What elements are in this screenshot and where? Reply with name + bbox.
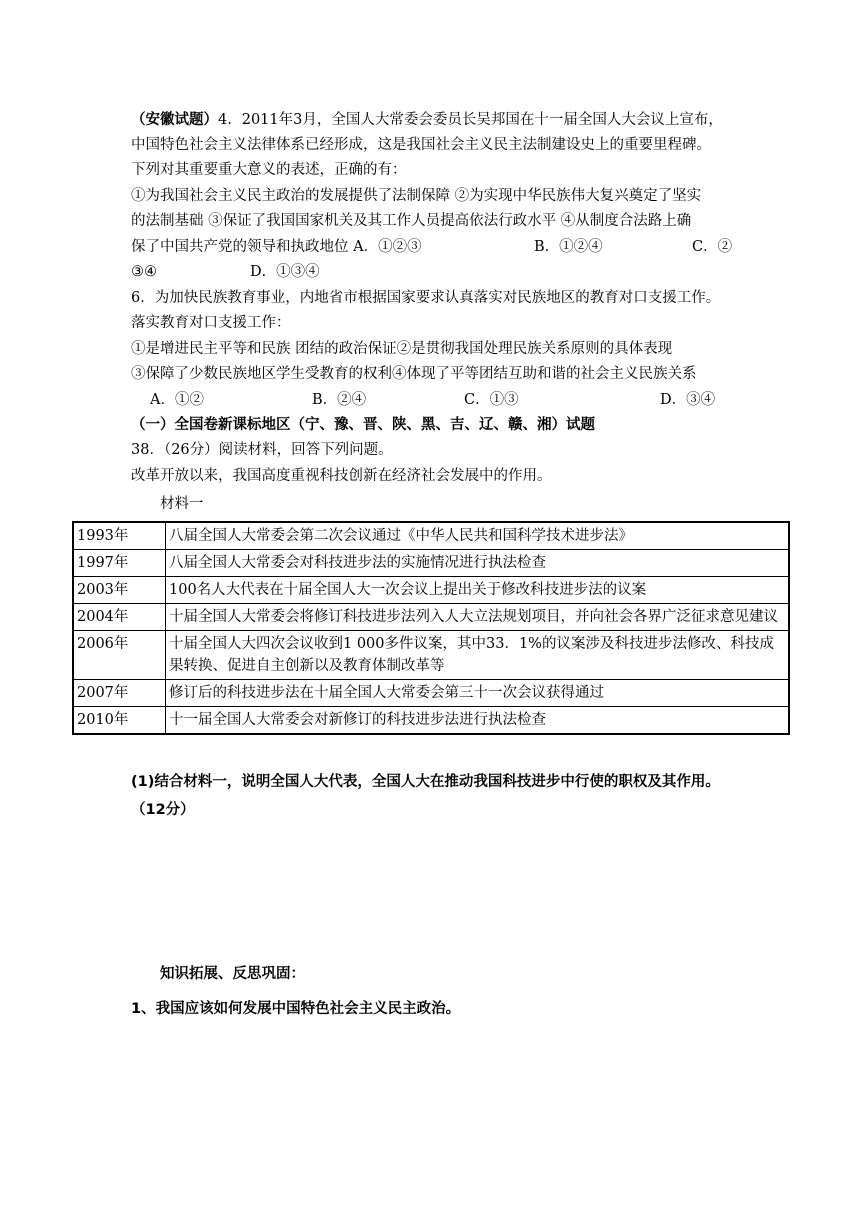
table-cell-year: 2004年 — [73, 604, 166, 631]
q6-line-1: 6．为加快民族教育事业，内地省市根据国家要求认真落实对民族地区的教育对口支援工作。 — [131, 290, 721, 306]
q4-option-c: C．② — [692, 239, 733, 255]
table-cell-year: 1997年 — [73, 550, 166, 577]
q4-line-1-text: 4．2011年3月，全国人大常委会委员长吴邦国在十一届全国人大会议上宣布， — [218, 112, 723, 128]
q6-line-2: 落实教育对口支援工作： — [131, 315, 291, 331]
q38-line-1: 38．（26分）阅读材料，回答下列问题。 — [131, 442, 393, 458]
table-cell-year: 2010年 — [73, 707, 166, 735]
q4-line-6: 保了中国共产党的领导和执政地位 A．①②③ — [131, 239, 422, 255]
table-cell-event: 八届全国人大常委会对科技进步法的实施情况进行执法检查 — [166, 550, 790, 577]
table-row — [73, 522, 789, 550]
q6-option-c: C．①③ — [464, 392, 519, 408]
material-table-body — [73, 522, 789, 734]
table-row — [73, 577, 789, 604]
table-row — [73, 550, 789, 577]
q4-option-d: D．①③④ — [250, 264, 320, 280]
q4-option-b: B．①②④ — [534, 239, 603, 255]
material-table — [72, 521, 790, 735]
q6-line-3: ①是增进民主平等和民族 团结的政治保证②是贯彻我国处理民族关系原则的具体表现 — [131, 341, 673, 357]
table-cell-event: 十一届全国人大常委会对新修订的科技进步法进行执法检查 — [166, 707, 790, 735]
table-cell-event: 十届全国人大常委会将修订科技进步法列入人大立法规划项目，并向社会各界广泛征求意见建议 — [166, 604, 790, 631]
q4-line-3: 下列对其重要重大意义的表述，正确的有： — [131, 162, 407, 178]
table-cell-event: 100名人大代表在十届全国人大一次会议上提出关于修改科技进步法的议案 — [166, 577, 790, 604]
material-label: 材料一 — [160, 496, 204, 512]
section-title: （一）全国卷新课标地区（宁、豫、晋、陕、黑、吉、辽、赣、湘）试题 — [131, 417, 595, 433]
table-cell-event: 十届全国人大四次会议收到1 000多件议案，其中33．1%的议案涉及科技进步法修改、科技成果转换、促进自主创新以及教育体制改革等 — [166, 631, 790, 680]
q4-source: （安徽试题） — [131, 112, 218, 128]
question-1-line-1: (1)结合材料一，说明全国人大代表，全国人大在推动我国科技进步中行使的职权及其作用。 — [131, 774, 720, 790]
q4-line-7: ③④ — [131, 264, 157, 280]
table-cell-year: 2006年 — [73, 631, 166, 680]
question-1-line-2: （12分） — [131, 802, 195, 818]
table-cell-year: 2007年 — [73, 680, 166, 707]
table-row — [73, 631, 789, 680]
q38-line-2: 改革开放以来，我国高度重视科技创新在经济社会发展中的作用。 — [131, 468, 552, 484]
table-cell-year: 1993年 — [73, 522, 166, 550]
q6-line-4: ③保障了少数民族地区学生受教育的权利④体现了平等团结互助和谐的社会主义民族关系 — [131, 366, 697, 382]
q4-line-5: 的法制基础 ③保证了我国国家机关及其工作人员提高依法行政水平 ④从制度合法路上确 — [131, 213, 692, 229]
table-row — [73, 680, 789, 707]
table-cell-event: 修订后的科技进步法在十届全国人大常委会第三十一次会议获得通过 — [166, 680, 790, 707]
extension-item-1: 1、我国应该如何发展中国特色社会主义民主政治。 — [131, 1001, 461, 1017]
q6-option-d: D．③④ — [660, 392, 716, 408]
q6-option-a: A．①② — [150, 392, 204, 408]
q4-line-2: 中国特色社会主义法律体系已经形成，这是我国社会主义民主法制建设史上的重要里程碑。 — [131, 137, 711, 153]
table-row — [73, 604, 789, 631]
q4-line-4: ①为我国社会主义民主政治的发展提供了法制保障 ②为实现中华民族伟大复兴奠定了坚实 — [131, 188, 702, 204]
q4-line-1 — [131, 110, 723, 130]
table-row — [73, 707, 789, 735]
extension-title: 知识拓展、反思巩固： — [160, 966, 305, 982]
table-cell-year: 2003年 — [73, 577, 166, 604]
table-cell-event: 八届全国人大常委会第二次会议通过《中华人民共和国科学技术进步法》 — [166, 522, 790, 550]
q6-option-b: B．②④ — [312, 392, 367, 408]
